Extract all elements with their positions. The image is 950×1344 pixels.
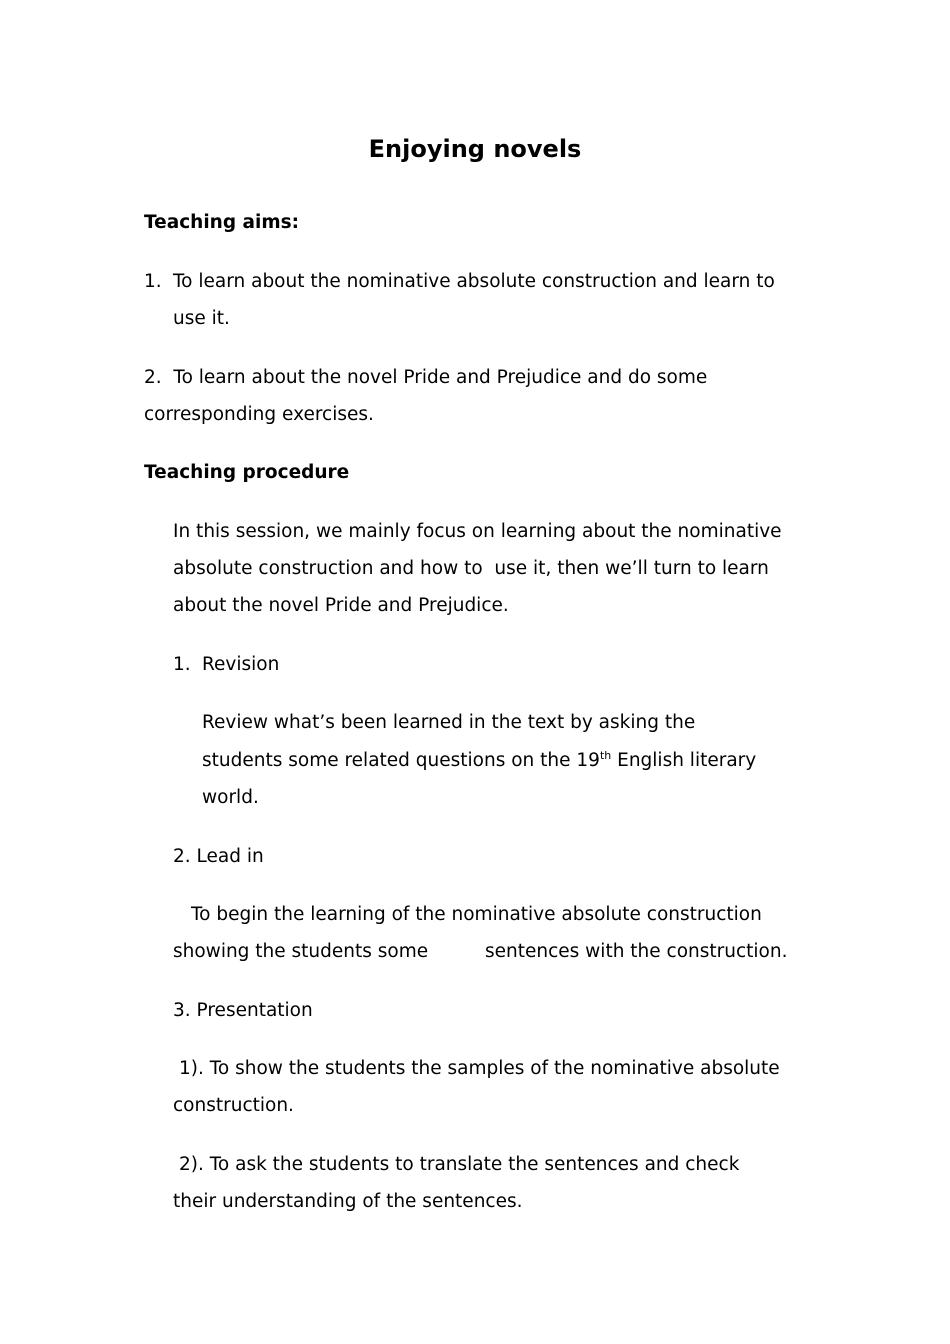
revision-line3: world. (202, 787, 259, 808)
ordinal-suffix: th (599, 749, 612, 762)
lead-in-heading: 2. Lead in (173, 846, 264, 867)
document-title: Enjoying novels (368, 135, 582, 163)
presentation-item-2-line2: their understanding of the sentences. (173, 1191, 523, 1212)
revision-line2-after: English literary (611, 750, 757, 771)
revision-line2-before: students some related questions on the 19 (202, 750, 600, 771)
intro-line3: about the novel Pride and Prejudice. (173, 595, 509, 616)
lead-in-line1: To begin the learning of the nominative absolute construction (191, 904, 762, 925)
aim-1-number: 1. (144, 271, 162, 292)
presentation-heading: 3. Presentation (173, 1000, 313, 1021)
aim-1-line2: use it. (173, 308, 230, 329)
aim-2-line1: 2. To learn about the novel Pride and Prejudice and do some (144, 367, 708, 388)
intro-line2: absolute construction and how to use it, then we’ll turn to learn (173, 558, 769, 579)
lead-in-line2-part2: sentences with the construction. (485, 941, 788, 962)
presentation-item-1-line1: 1). To show the students the samples of the nominative absolute (179, 1058, 780, 1079)
revision-number: 1. (173, 654, 191, 675)
procedure-heading: Teaching procedure (144, 462, 350, 483)
aim-2-line2: corresponding exercises. (144, 404, 374, 425)
aims-heading: Teaching aims: (144, 212, 300, 233)
aim-1-line1: To learn about the nominative absolute construction and learn to (173, 271, 775, 292)
lead-in-line2-part1: showing the students some (173, 941, 429, 962)
presentation-item-2-line1: 2). To ask the students to translate the sentences and check (179, 1154, 740, 1175)
presentation-item-1-line2: construction. (173, 1095, 294, 1116)
revision-line1: Review what’s been learned in the text by asking the (202, 712, 696, 733)
revision-heading: Revision (202, 654, 280, 675)
intro-line1: In this session, we mainly focus on learning about the nominative (173, 521, 782, 542)
revision-line2 (202, 749, 756, 773)
